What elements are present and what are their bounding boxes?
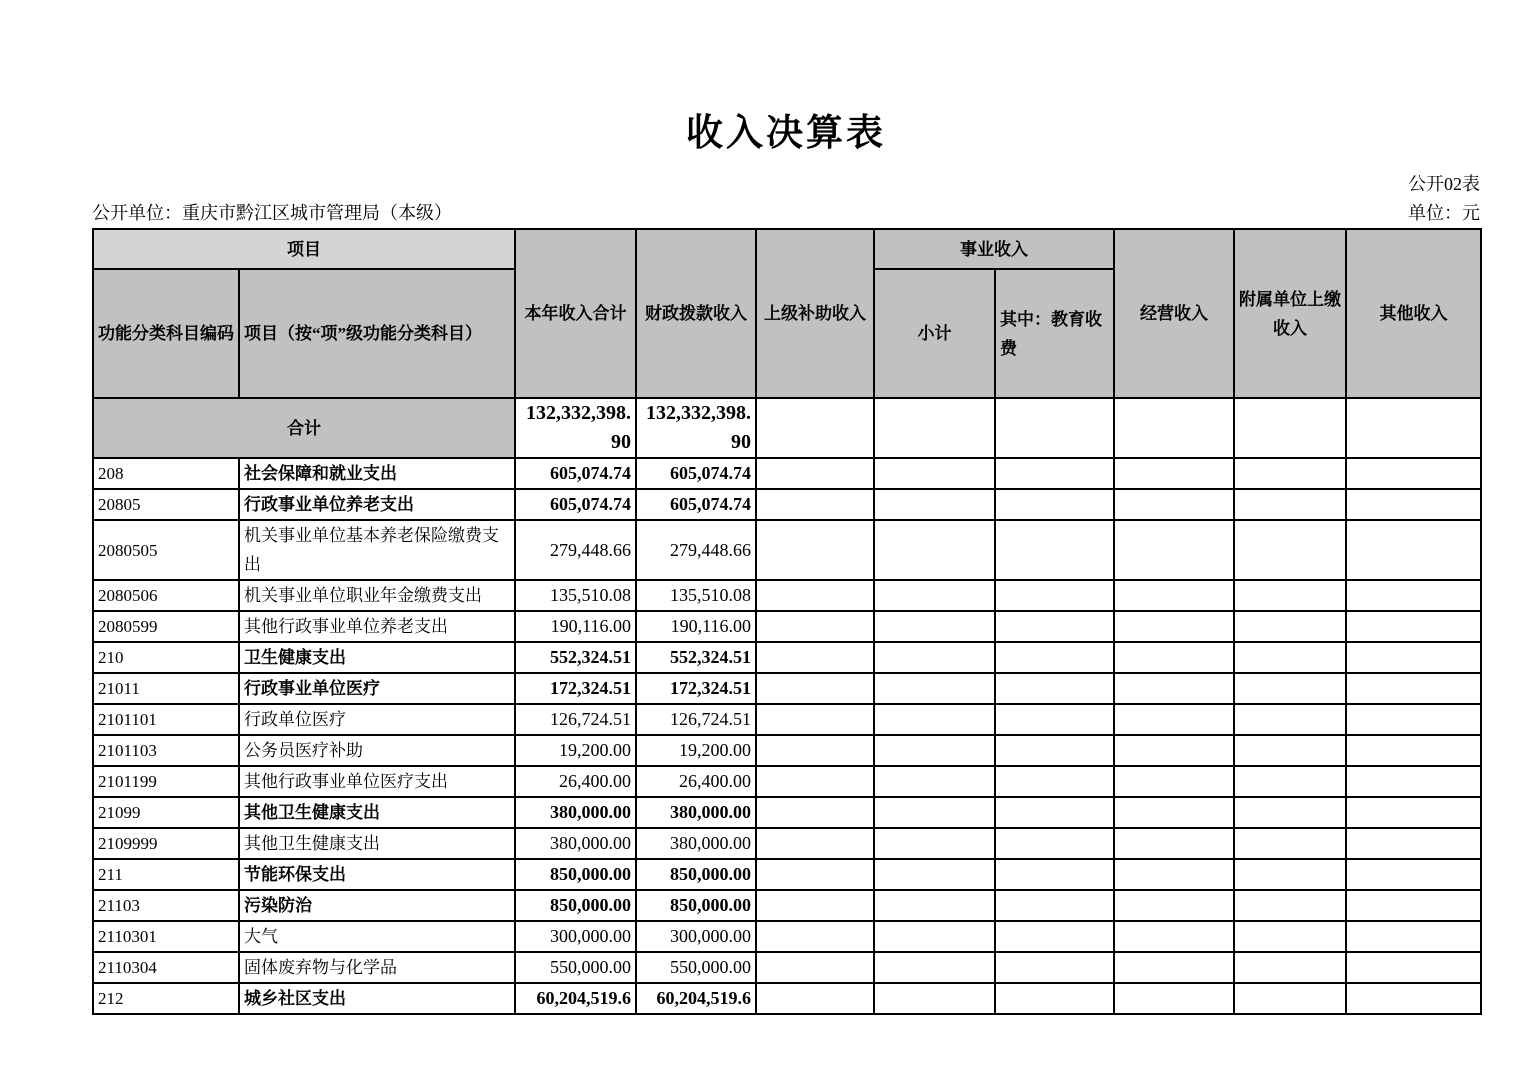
header-business-education: 其中：教育收费: [995, 269, 1114, 398]
table-header: [93, 229, 1481, 398]
cell-item-name: 其他卫生健康支出: [239, 797, 515, 828]
table-row: [93, 797, 1481, 828]
cell-year-total: 279,448.66: [515, 520, 636, 580]
cell-business-subtotal: [874, 983, 995, 1014]
header-row-1: [93, 229, 1481, 269]
cell-operating: [1114, 859, 1234, 890]
cell-other: [1346, 983, 1481, 1014]
cell-other: [1346, 890, 1481, 921]
cell-item-name: 行政事业单位医疗: [239, 673, 515, 704]
cell-superior: [756, 859, 874, 890]
cell-code: 2101199: [93, 766, 239, 797]
total-business-subtotal: [874, 398, 995, 458]
cell-business-education: [995, 520, 1114, 580]
cell-item-name: 机关事业单位职业年金缴费支出: [239, 580, 515, 611]
cell-code: 2109999: [93, 828, 239, 859]
cell-affiliated: [1234, 921, 1346, 952]
total-other: [1346, 398, 1481, 458]
cell-superior: [756, 611, 874, 642]
cell-year-total: 605,074.74: [515, 458, 636, 489]
table-row: [93, 580, 1481, 611]
cell-other: [1346, 611, 1481, 642]
cell-fiscal: 300,000.00: [636, 921, 756, 952]
cell-year-total: 380,000.00: [515, 797, 636, 828]
header-operating: 经营收入: [1114, 229, 1234, 398]
header-project-group: 项目: [93, 229, 515, 269]
cell-business-education: [995, 797, 1114, 828]
cell-operating: [1114, 952, 1234, 983]
cell-year-total: 190,116.00: [515, 611, 636, 642]
cell-operating: [1114, 921, 1234, 952]
cell-item-name: 社会保障和就业支出: [239, 458, 515, 489]
header-fiscal: 财政拨款收入: [636, 229, 756, 398]
cell-fiscal: 605,074.74: [636, 458, 756, 489]
cell-affiliated: [1234, 952, 1346, 983]
table-row: [93, 611, 1481, 642]
total-affiliated: [1234, 398, 1346, 458]
cell-business-education: [995, 766, 1114, 797]
header-year-total: 本年收入合计: [515, 229, 636, 398]
cell-other: [1346, 921, 1481, 952]
total-year-total: 132,332,398.90: [515, 398, 636, 458]
table-row: [93, 458, 1481, 489]
header-code: 功能分类科目编码: [93, 269, 239, 398]
header-business-group: 事业收入: [874, 229, 1114, 269]
cell-affiliated: [1234, 735, 1346, 766]
cell-fiscal: 60,204,519.6: [636, 983, 756, 1014]
cell-business-education: [995, 828, 1114, 859]
cell-other: [1346, 642, 1481, 673]
cell-operating: [1114, 735, 1234, 766]
cell-code: 2101101: [93, 704, 239, 735]
cell-fiscal: 172,324.51: [636, 673, 756, 704]
cell-item-name: 行政事业单位养老支出: [239, 489, 515, 520]
cell-code: 2110301: [93, 921, 239, 952]
cell-fiscal: 19,200.00: [636, 735, 756, 766]
cell-operating: [1114, 458, 1234, 489]
cell-code: 210: [93, 642, 239, 673]
cell-item-name: 固体废弃物与化学品: [239, 952, 515, 983]
cell-affiliated: [1234, 611, 1346, 642]
cell-affiliated: [1234, 766, 1346, 797]
cell-other: [1346, 952, 1481, 983]
cell-operating: [1114, 611, 1234, 642]
cell-affiliated: [1234, 673, 1346, 704]
total-business-education: [995, 398, 1114, 458]
cell-affiliated: [1234, 489, 1346, 520]
cell-item-name: 节能环保支出: [239, 859, 515, 890]
cell-business-subtotal: [874, 921, 995, 952]
cell-year-total: 135,510.08: [515, 580, 636, 611]
cell-business-subtotal: [874, 828, 995, 859]
cell-affiliated: [1234, 890, 1346, 921]
cell-code: 21011: [93, 673, 239, 704]
cell-business-education: [995, 890, 1114, 921]
cell-item-name: 公务员医疗补助: [239, 735, 515, 766]
cell-business-education: [995, 859, 1114, 890]
cell-business-subtotal: [874, 580, 995, 611]
cell-year-total: 605,074.74: [515, 489, 636, 520]
cell-operating: [1114, 828, 1234, 859]
cell-item-name: 其他行政事业单位养老支出: [239, 611, 515, 642]
meta-line: [92, 199, 1480, 225]
form-code: 公开02表: [1408, 174, 1480, 194]
cell-superior: [756, 766, 874, 797]
cell-affiliated: [1234, 520, 1346, 580]
cell-superior: [756, 983, 874, 1014]
cell-item-name: 行政单位医疗: [239, 704, 515, 735]
total-row: [93, 398, 1481, 458]
cell-code: 212: [93, 983, 239, 1014]
cell-code: 2110304: [93, 952, 239, 983]
table-row: [93, 642, 1481, 673]
cell-business-education: [995, 580, 1114, 611]
table-row: [93, 890, 1481, 921]
table-row: [93, 735, 1481, 766]
header-superior: 上级补助收入: [756, 229, 874, 398]
cell-year-total: 172,324.51: [515, 673, 636, 704]
cell-affiliated: [1234, 983, 1346, 1014]
cell-year-total: 26,400.00: [515, 766, 636, 797]
cell-operating: [1114, 673, 1234, 704]
cell-operating: [1114, 580, 1234, 611]
cell-other: [1346, 797, 1481, 828]
cell-item-name: 大气: [239, 921, 515, 952]
cell-affiliated: [1234, 458, 1346, 489]
cell-year-total: 300,000.00: [515, 921, 636, 952]
cell-item-name: 机关事业单位基本养老保险缴费支出: [239, 520, 515, 580]
cell-business-subtotal: [874, 766, 995, 797]
cell-affiliated: [1234, 828, 1346, 859]
cell-item-name: 城乡社区支出: [239, 983, 515, 1014]
cell-business-education: [995, 921, 1114, 952]
cell-business-subtotal: [874, 952, 995, 983]
cell-operating: [1114, 520, 1234, 580]
cell-fiscal: 550,000.00: [636, 952, 756, 983]
cell-affiliated: [1234, 859, 1346, 890]
cell-fiscal: 380,000.00: [636, 828, 756, 859]
cell-fiscal: 126,724.51: [636, 704, 756, 735]
cell-item-name: 其他卫生健康支出: [239, 828, 515, 859]
cell-operating: [1114, 642, 1234, 673]
cell-superior: [756, 580, 874, 611]
cell-business-subtotal: [874, 797, 995, 828]
cell-item-name: 其他行政事业单位医疗支出: [239, 766, 515, 797]
currency-unit-label: 单位：元: [1408, 203, 1480, 223]
cell-business-subtotal: [874, 458, 995, 489]
cell-code: 2080505: [93, 520, 239, 580]
table-row: [93, 952, 1481, 983]
cell-superior: [756, 704, 874, 735]
cell-operating: [1114, 489, 1234, 520]
cell-fiscal: 135,510.08: [636, 580, 756, 611]
page-title: 收入决算表: [686, 113, 886, 154]
cell-year-total: 850,000.00: [515, 890, 636, 921]
total-superior: [756, 398, 874, 458]
cell-operating: [1114, 983, 1234, 1014]
cell-other: [1346, 704, 1481, 735]
cell-business-education: [995, 952, 1114, 983]
cell-fiscal: 850,000.00: [636, 890, 756, 921]
cell-affiliated: [1234, 797, 1346, 828]
cell-fiscal: 190,116.00: [636, 611, 756, 642]
cell-code: 20805: [93, 489, 239, 520]
cell-superior: [756, 673, 874, 704]
table-body: [93, 398, 1481, 1014]
cell-other: [1346, 673, 1481, 704]
cell-business-subtotal: [874, 859, 995, 890]
cell-code: 21103: [93, 890, 239, 921]
cell-superior: [756, 797, 874, 828]
cell-affiliated: [1234, 704, 1346, 735]
cell-business-education: [995, 489, 1114, 520]
cell-fiscal: 279,448.66: [636, 520, 756, 580]
cell-business-subtotal: [874, 704, 995, 735]
table-row: [93, 828, 1481, 859]
cell-code: 21099: [93, 797, 239, 828]
cell-superior: [756, 520, 874, 580]
cell-business-education: [995, 673, 1114, 704]
cell-business-subtotal: [874, 890, 995, 921]
cell-fiscal: 26,400.00: [636, 766, 756, 797]
cell-superior: [756, 828, 874, 859]
cell-business-education: [995, 611, 1114, 642]
header-other: 其他收入: [1346, 229, 1481, 398]
cell-other: [1346, 766, 1481, 797]
cell-fiscal: 380,000.00: [636, 797, 756, 828]
cell-year-total: 19,200.00: [515, 735, 636, 766]
cell-fiscal: 552,324.51: [636, 642, 756, 673]
cell-affiliated: [1234, 580, 1346, 611]
cell-year-total: 60,204,519.6: [515, 983, 636, 1014]
cell-code: 2080506: [93, 580, 239, 611]
revenue-table: [92, 228, 1482, 1015]
total-operating: [1114, 398, 1234, 458]
cell-other: [1346, 458, 1481, 489]
cell-superior: [756, 921, 874, 952]
cell-other: [1346, 735, 1481, 766]
cell-operating: [1114, 704, 1234, 735]
cell-business-subtotal: [874, 520, 995, 580]
cell-code: 211: [93, 859, 239, 890]
cell-year-total: 550,000.00: [515, 952, 636, 983]
cell-operating: [1114, 766, 1234, 797]
cell-business-education: [995, 735, 1114, 766]
table-row: [93, 983, 1481, 1014]
cell-business-subtotal: [874, 673, 995, 704]
cell-superior: [756, 458, 874, 489]
cell-other: [1346, 828, 1481, 859]
cell-fiscal: 850,000.00: [636, 859, 756, 890]
cell-year-total: 552,324.51: [515, 642, 636, 673]
header-business-subtotal: 小计: [874, 269, 995, 398]
cell-fiscal: 605,074.74: [636, 489, 756, 520]
header-item: 项目（按“项”级功能分类科目）: [239, 269, 515, 398]
cell-item-name: 污染防治: [239, 890, 515, 921]
cell-code: 2101103: [93, 735, 239, 766]
cell-year-total: 126,724.51: [515, 704, 636, 735]
total-fiscal: 132,332,398.90: [636, 398, 756, 458]
cell-code: 2080599: [93, 611, 239, 642]
header-affiliated: 附属单位上缴收入: [1234, 229, 1346, 398]
cell-year-total: 380,000.00: [515, 828, 636, 859]
cell-business-subtotal: [874, 642, 995, 673]
table-row: [93, 520, 1481, 580]
table-row: [93, 704, 1481, 735]
table-row: [93, 673, 1481, 704]
cell-business-education: [995, 458, 1114, 489]
cell-year-total: 850,000.00: [515, 859, 636, 890]
cell-item-name: 卫生健康支出: [239, 642, 515, 673]
cell-business-subtotal: [874, 489, 995, 520]
total-label: 合计: [93, 398, 515, 458]
cell-code: 208: [93, 458, 239, 489]
cell-other: [1346, 520, 1481, 580]
cell-affiliated: [1234, 642, 1346, 673]
table-row: [93, 921, 1481, 952]
cell-business-subtotal: [874, 735, 995, 766]
table-row: [93, 489, 1481, 520]
cell-operating: [1114, 797, 1234, 828]
cell-business-education: [995, 983, 1114, 1014]
public-unit-label: 公开单位：重庆市黔江区城市管理局（本级）: [92, 203, 452, 223]
cell-superior: [756, 489, 874, 520]
cell-business-education: [995, 642, 1114, 673]
cell-superior: [756, 890, 874, 921]
cell-business-education: [995, 704, 1114, 735]
cell-operating: [1114, 890, 1234, 921]
cell-other: [1346, 580, 1481, 611]
cell-other: [1346, 859, 1481, 890]
table-row: [93, 859, 1481, 890]
cell-superior: [756, 735, 874, 766]
cell-superior: [756, 952, 874, 983]
cell-superior: [756, 642, 874, 673]
cell-other: [1346, 489, 1481, 520]
cell-business-subtotal: [874, 611, 995, 642]
table-row: [93, 766, 1481, 797]
